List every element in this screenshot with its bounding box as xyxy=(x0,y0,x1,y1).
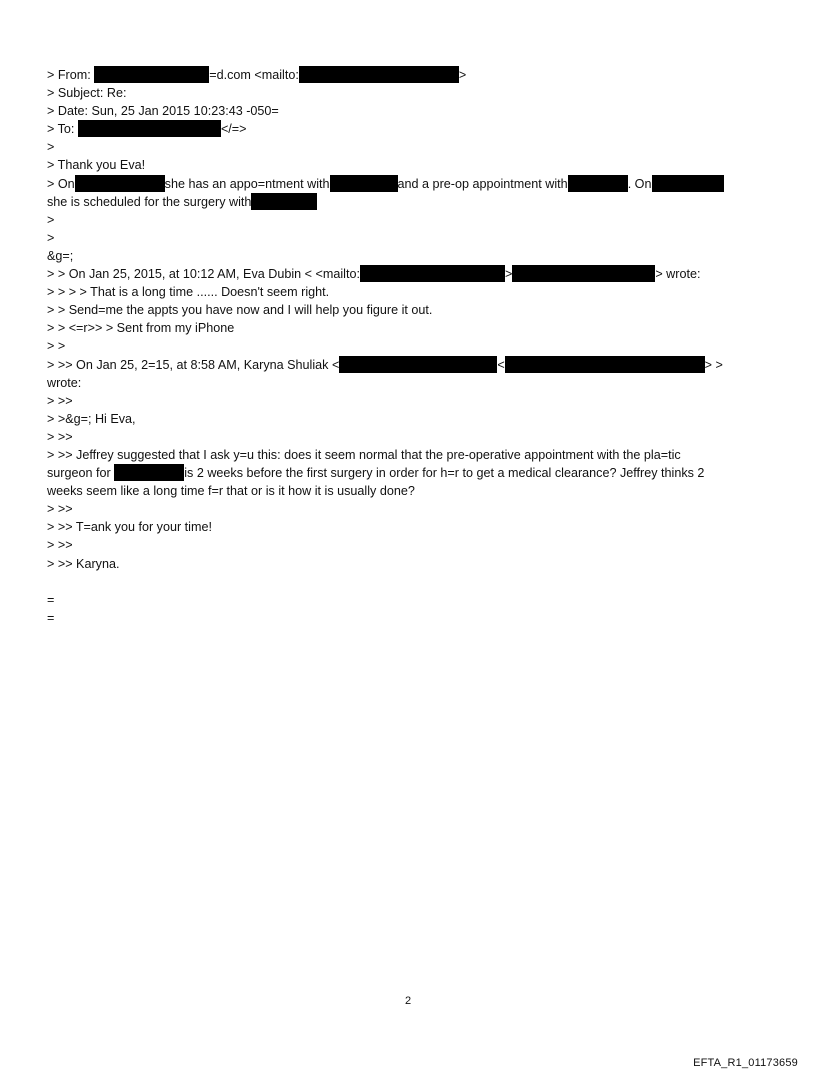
karyna-signoff: > >> Karyna. xyxy=(47,556,120,571)
karyna-question-line: weeks seem like a long time f=r that or is it how it is usually done? xyxy=(47,484,415,499)
karyna-thanks-line: > >> T=ank you for your time! xyxy=(47,520,212,535)
karyna-question-line: > >> Jeffrey suggested that I ask y=u this: does it seem normal that the pre-operative appointment with the pla=tic xyxy=(47,447,681,462)
quote-marker: > >> xyxy=(47,538,73,553)
quote-marker: > xyxy=(47,212,55,227)
from-line: > From: =d.com <mailto: > xyxy=(47,68,467,82)
redaction-box xyxy=(75,175,165,192)
quote-marker: > >> xyxy=(47,502,73,517)
redaction-box xyxy=(251,193,317,210)
eva-signature-line: > > <=r>> > Sent from my iPhone xyxy=(47,321,235,336)
quote-marker: > >> xyxy=(47,393,73,408)
trailer-line: = xyxy=(47,610,55,625)
redaction-box xyxy=(652,175,724,192)
subject-line: > Subject: Re: xyxy=(47,86,127,101)
quote-marker: > xyxy=(47,140,55,155)
redaction-box xyxy=(299,66,459,83)
eva-message-line: > > > > That is a long time ...... Doesn't seem right. xyxy=(47,285,330,300)
quote-marker: > xyxy=(47,230,55,245)
spacer xyxy=(47,573,769,591)
appointment-line-cont: she is scheduled for the surgery with xyxy=(47,193,769,211)
page-number: 2 xyxy=(404,995,412,1007)
quote-marker: > >> xyxy=(47,429,73,444)
karyna-greeting: > >&g=; Hi Eva, xyxy=(47,411,136,426)
eva-message-line: > > Send=me the appts you have now and I will help you figure it out. xyxy=(47,303,433,318)
thanks-line: > Thank you Eva! xyxy=(47,158,146,173)
redaction-box xyxy=(512,265,655,282)
redaction-box xyxy=(330,175,398,192)
email-body xyxy=(47,66,769,627)
redaction-box xyxy=(505,356,705,373)
trailer-line: = xyxy=(47,592,55,607)
redaction-box xyxy=(360,265,505,282)
karyna-header-wrap: wrote: xyxy=(47,375,82,390)
quote-marker: > > xyxy=(47,339,66,354)
karyna-header-line: > >> On Jan 25, 2=15, at 8:58 AM, Karyna Shuliak < < > > xyxy=(47,357,723,372)
redaction-box xyxy=(94,66,209,83)
karyna-question-line: surgeon for is 2 weeks before the first surgery in order for h=r to get a medical clearance? Jeffrey thinks 2 xyxy=(47,466,705,481)
eva-header-line: > > On Jan 25, 2015, at 10:12 AM, Eva Dubin < <mailto: > > wrote: xyxy=(47,267,701,282)
redaction-box xyxy=(78,120,221,137)
document-id: EFTA_R1_01173659 xyxy=(693,1057,798,1069)
date-line: > Date: Sun, 25 Jan 2015 10:23:43 -050= xyxy=(47,104,279,119)
appointment-line: > On she has an appo=ntment with and a pre-op appointment with . On xyxy=(47,175,769,193)
redaction-box xyxy=(339,356,497,373)
to-line: > To: </=> xyxy=(47,122,247,137)
redaction-box xyxy=(568,175,628,192)
entity-line: &g=; xyxy=(47,248,74,263)
redaction-box xyxy=(114,464,184,481)
